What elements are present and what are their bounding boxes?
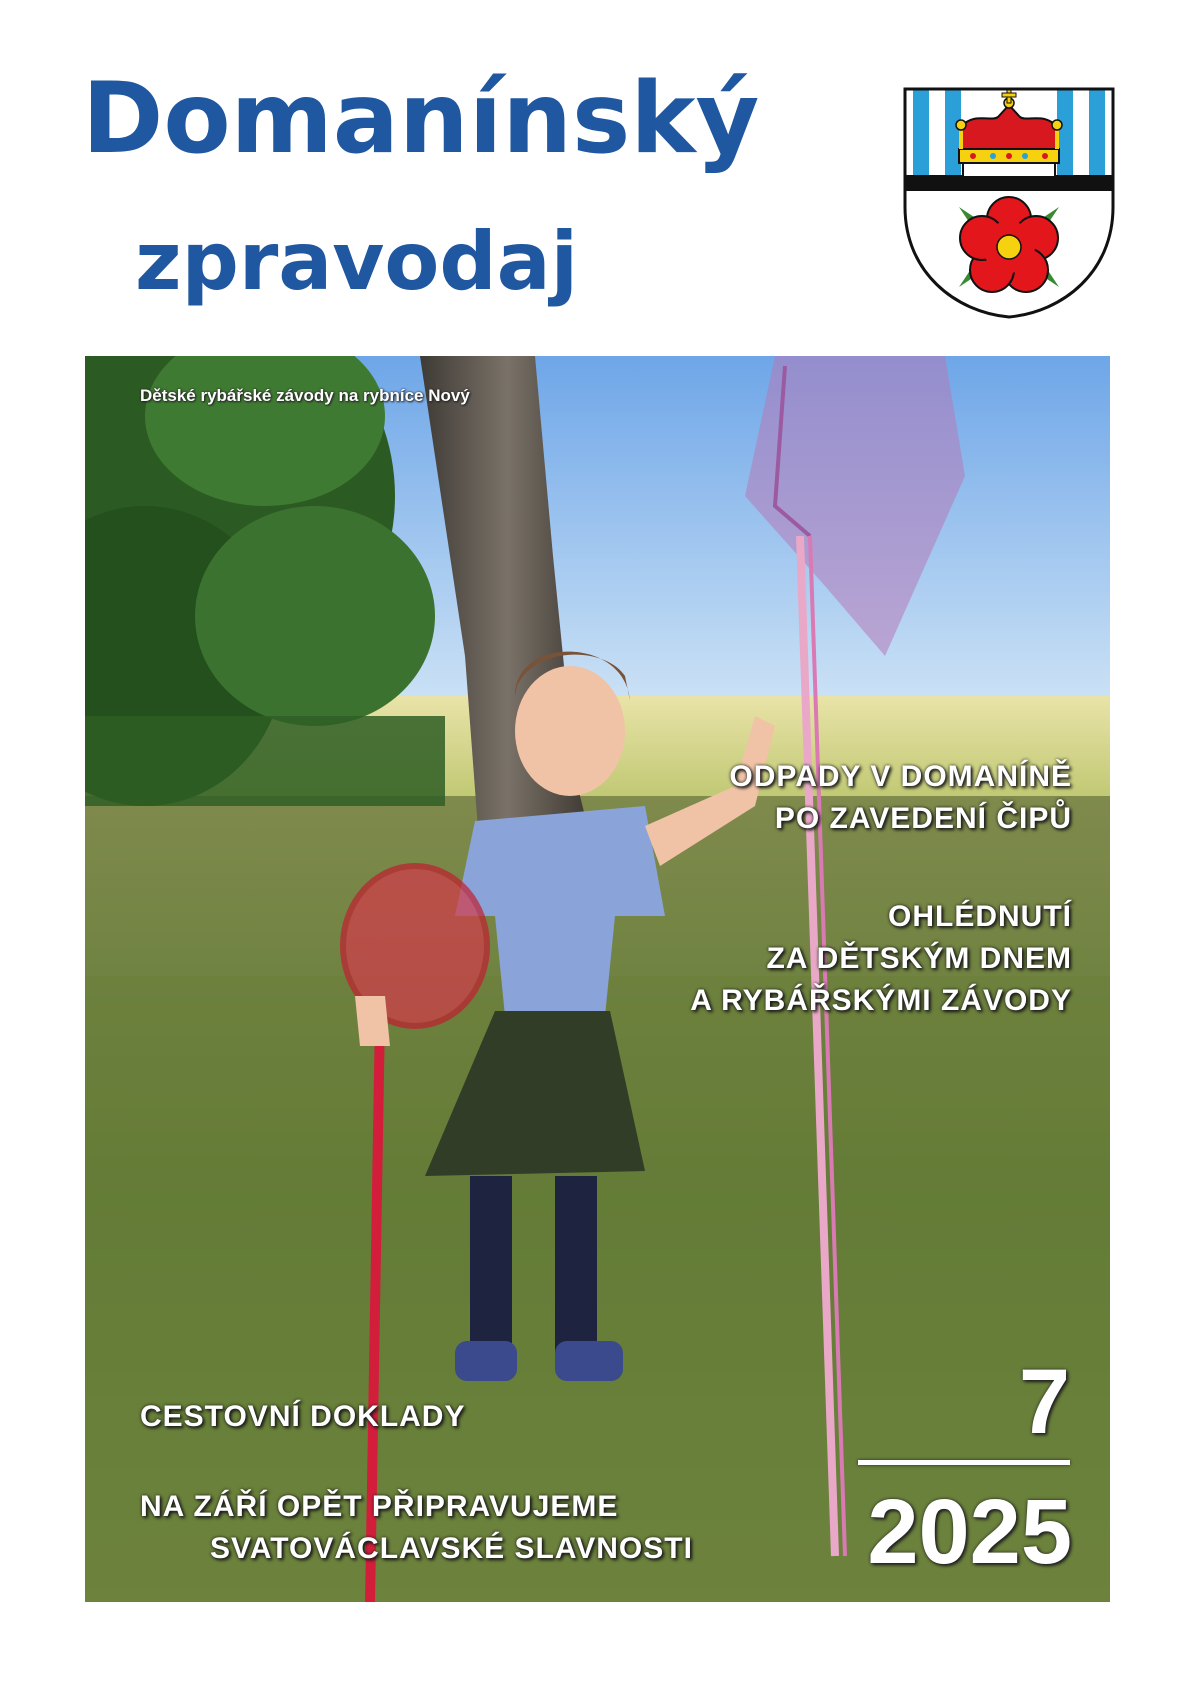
photo-caption: Dětské rybářské závody na rybníce Nový bbox=[140, 386, 470, 405]
headline-waste bbox=[729, 756, 1072, 840]
issue-number: 7 bbox=[1018, 1351, 1070, 1453]
headline-celebration bbox=[140, 1486, 693, 1570]
headline-documents: CESTOVNÍ DOKLADY bbox=[140, 1400, 466, 1433]
headline-line: ODPADY V DOMANÍNĚ bbox=[729, 760, 1072, 793]
headline-childrens-day bbox=[690, 896, 1072, 1022]
headline-line: SVATOVÁCLAVSKÉ SLAVNOSTI bbox=[210, 1532, 693, 1565]
headline-line: PO ZAVEDENÍ ČIPŮ bbox=[774, 802, 1072, 835]
cover-photo bbox=[85, 356, 1110, 1602]
headline-line: A RYBÁŘSKÝMI ZÁVODY bbox=[690, 984, 1072, 1017]
issue-year: 2025 bbox=[867, 1481, 1072, 1583]
coat-of-arms-icon bbox=[903, 87, 1115, 319]
masthead-title: Domanínský bbox=[82, 62, 760, 176]
issue-divider bbox=[858, 1460, 1070, 1465]
headline-line: ZA DĚTSKÝM DNEM bbox=[766, 942, 1072, 975]
headline-line: OHLÉDNUTÍ bbox=[888, 900, 1072, 933]
headline-line: NA ZÁŘÍ OPĚT PŘIPRAVUJEME bbox=[140, 1490, 619, 1523]
masthead-subtitle: zpravodaj bbox=[135, 215, 579, 308]
